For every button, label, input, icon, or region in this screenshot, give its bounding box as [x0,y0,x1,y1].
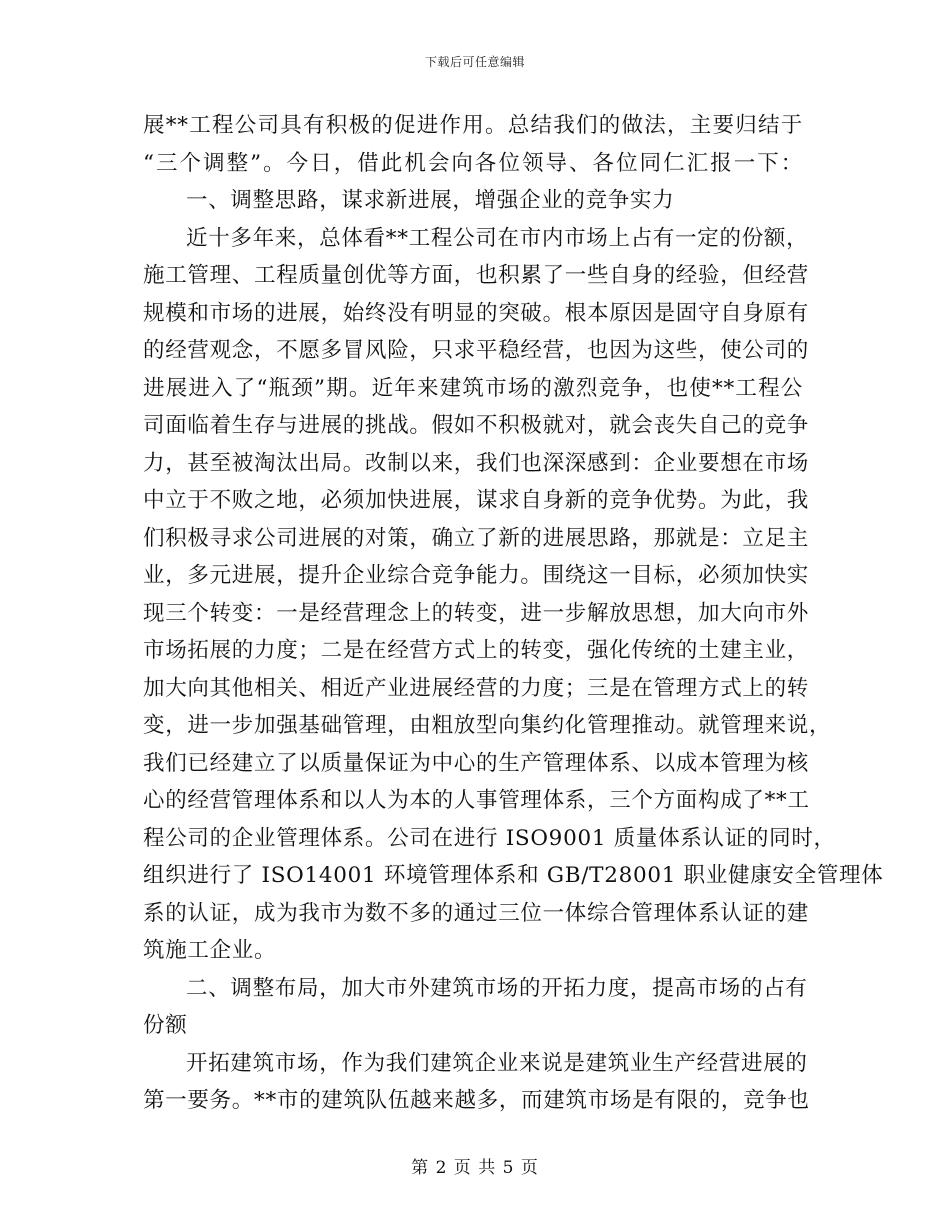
document-body [143,107,884,1120]
paragraph-end-line: 筑施工企业。 [143,938,277,963]
body-line: 规模和市场的进展，始终没有明显的突破。根本原因是固守自身原有 [143,300,810,326]
body-line: 我们已经建立了以质量保证为中心的生产管理体系、以成本管理为核 [143,750,810,776]
section-heading-2-continued: 份额 [143,1013,188,1038]
body-line: 第一要务。**市的建筑队伍越来越多，而建筑市场是有限的，竞争也 [143,1088,810,1113]
body-line: 心的经营管理体系和以人为本的人事管理体系，三个方面构成了**工 [143,788,810,813]
body-line: 现三个转变：一是经营理念上的转变，进一步解放思想，加大向市外 [143,600,810,626]
page-header: 下载后可任意编辑 [424,55,525,69]
paragraph-start-line: 近十多年来，总体看**工程公司在市内市场上占有一定的份额， [186,225,809,251]
body-line: 力，甚至被淘汰出局。改制以来，我们也深深感到：企业要想在市场 [143,450,810,476]
body-line: 中立于不败之地，必须加快进展，谋求自身新的竞争优势。为此，我 [143,488,810,513]
page-number-footer: 第 2 页 共 5 页 [411,1158,539,1178]
body-line: “三个调整”。今日，借此机会向各位领导、各位同仁汇报一下： [143,150,803,176]
paragraph-start-line: 开拓建筑市场，作为我们建筑企业来说是建筑业生产经营进展的 [186,1050,808,1076]
body-line: 系的认证，成为我市为数不多的通过三位一体综合管理体系认证的建 [143,900,810,926]
body-line: 程公司的企业管理体系。公司在进行 ISO9001 质量体系认证的同时， [143,825,836,851]
section-heading-2: 二、调整布局，加大市外建筑市场的开拓力度，提高市场的占有 [186,975,808,1001]
body-line: 进展进入了“瓶颈”期。近年来建筑市场的激烈竞争，也使**工程公 [143,375,803,401]
body-line: 施工管理、工程质量创优等方面，也积累了一些自身的经验，但经营 [143,263,810,288]
body-line: 组织进行了 ISO14001 环境管理体系和 GB/T28001 职业健康安全管理体 [143,863,884,888]
section-heading-1: 一、调整思路，谋求新进展，增强企业的竞争实力 [186,188,675,213]
body-line: 变，进一步加强基础管理，由粗放型向集约化管理推动。就管理来说， [143,713,832,738]
body-line: 司面临着生存与进展的挑战。假如不积极就对，就会丧失自己的竞争 [143,413,810,438]
body-line: 加大向其他相关、相近产业进展经营的力度；三是在管理方式上的转 [143,675,810,701]
body-line: 展**工程公司具有积极的促进作用。总结我们的做法，主要归结于 [143,113,803,138]
body-line: 们积极寻求公司进展的对策，确立了新的进展思路，那就是：立足主 [143,525,810,551]
body-line: 业，多元进展，提升企业综合竞争能力。围绕这一目标，必须加快实 [143,563,810,588]
body-line: 的经营观念，不愿多冒风险，只求平稳经营，也因为这些，使公司的 [143,338,810,363]
body-line: 市场拓展的力度；二是在经营方式上的转变，强化传统的土建主业， [143,638,810,663]
